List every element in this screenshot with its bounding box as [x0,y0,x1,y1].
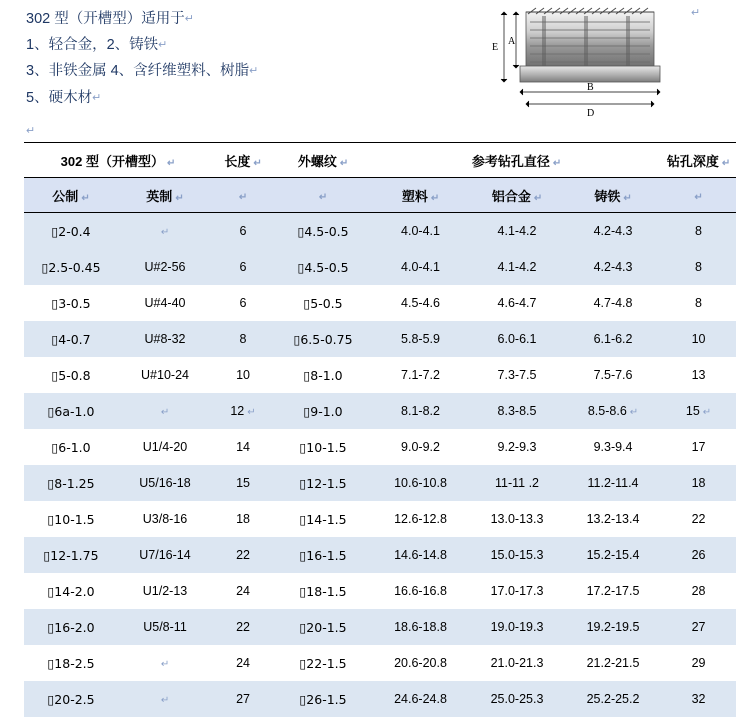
cell-external-thread: ▯14-1.5 [274,501,372,537]
cell-metric: ▯3-0.5 [24,285,118,321]
cell-length: 12 ↵ [212,393,274,429]
cell-cast-iron: 15.2-15.4 [565,537,661,573]
heading-line-2 [26,32,486,58]
paragraph-mark-icon: ↵ [253,158,261,169]
paragraph-mark-icon: ↵ [161,407,169,418]
paragraph-mark-icon: ↵ [340,158,348,169]
cell-cast-iron: 11.2-11.4 [565,465,661,501]
header-external-thread-sub [274,178,372,213]
svg-text:D: D [587,108,594,119]
threaded-insert-diagram [484,0,699,120]
cell-imperial [118,213,212,250]
cell-metric: ▯6a-1.0 [24,393,118,429]
cell-metric: ▯20-2.5 [24,681,118,717]
cell-plastic: 9.0-9.2 [372,429,469,465]
cell-plastic: 12.6-12.8 [372,501,469,537]
paragraph-mark-icon: ↵ [247,407,255,418]
svg-text:E: E [492,42,498,53]
cell-aluminum: 15.0-15.3 [469,537,565,573]
header-type: 302 型（开槽型） ↵ [24,143,212,178]
cell-aluminum: 21.0-21.3 [469,645,565,681]
cell-aluminum: 4.1-4.2 [469,213,565,250]
cell-imperial: U1/4-20 [118,429,212,465]
spec-table [24,142,736,717]
cell-external-thread: ▯16-1.5 [274,537,372,573]
cell-cast-iron: 19.2-19.5 [565,609,661,645]
cell-plastic: 10.6-10.8 [372,465,469,501]
cell-drill-depth: 26 [661,537,736,573]
header-cast-iron: 铸铁 ↵ [565,178,661,213]
paragraph-mark-icon: ↵ [534,193,542,204]
cell-external-thread: ▯9-1.0 [274,393,372,429]
cell-plastic: 4.5-4.6 [372,285,469,321]
cell-length: 15 [212,465,274,501]
cell-metric: ▯4-0.7 [24,321,118,357]
paragraph-mark-icon: ↵ [691,6,700,19]
cell-drill-depth: 27 [661,609,736,645]
cell-cast-iron: 4.2-4.3 [565,213,661,250]
cell-imperial: U#8-32 [118,321,212,357]
heading-text-1: 302 型（开槽型）适用于 [26,11,185,27]
cell-cast-iron: 25.2-25.2 [565,681,661,717]
cell-external-thread: ▯12-1.5 [274,465,372,501]
cell-plastic: 7.1-7.2 [372,357,469,393]
cell-imperial: U#2-56 [118,249,212,285]
cell-aluminum: 13.0-13.3 [469,501,565,537]
cell-external-thread: ▯10-1.5 [274,429,372,465]
table-row [24,681,736,717]
cell-drill-depth: 17 [661,429,736,465]
cell-length: 6 [212,285,274,321]
heading-block [26,6,486,111]
cell-external-thread: ▯20-1.5 [274,609,372,645]
paragraph-mark-icon: ↵ [158,39,167,51]
cell-external-thread: ▯6.5-0.75 [274,321,372,357]
cell-cast-iron: 4.2-4.3 [565,249,661,285]
cell-cast-iron: 4.7-4.8 [565,285,661,321]
cell-imperial [118,645,212,681]
cell-cast-iron: 13.2-13.4 [565,501,661,537]
cell-drill-depth: 28 [661,573,736,609]
cell-drill-depth: 32 [661,681,736,717]
cell-drill-depth: 10 [661,321,736,357]
cell-length: 6 [212,213,274,250]
svg-text:A: A [508,36,516,47]
cell-aluminum: 8.3-8.5 [469,393,565,429]
cell-external-thread: ▯5-0.5 [274,285,372,321]
paragraph-mark-icon: ↵ [161,695,169,706]
cell-metric: ▯16-2.0 [24,609,118,645]
cell-aluminum: 25.0-25.3 [469,681,565,717]
cell-drill-depth: 15 ↵ [661,393,736,429]
cell-drill-depth: 8 [661,285,736,321]
table-row [24,501,736,537]
table-row [24,249,736,285]
cell-length: 22 [212,537,274,573]
cell-external-thread: ▯22-1.5 [274,645,372,681]
paragraph-mark-icon: ↵ [81,193,89,204]
cell-drill-depth: 22 [661,501,736,537]
cell-imperial [118,681,212,717]
cell-external-thread: ▯26-1.5 [274,681,372,717]
cell-metric: ▯2.5-0.45 [24,249,118,285]
cell-imperial: U3/8-16 [118,501,212,537]
cell-metric: ▯12-1.75 [24,537,118,573]
cell-aluminum: 11-11 .2 [469,465,565,501]
cell-external-thread: ▯4.5-0.5 [274,249,372,285]
insert-drawing-icon [484,0,699,120]
table-row [24,537,736,573]
paragraph-mark-icon: ↵ [703,407,711,418]
heading-text-2: 1、轻合金，2、铸铁 [26,37,158,53]
cell-metric: ▯18-2.5 [24,645,118,681]
cell-aluminum: 4.1-4.2 [469,249,565,285]
heading-line-4 [26,85,486,111]
cell-metric: ▯8-1.25 [24,465,118,501]
table-header-row-sub [24,178,736,213]
cell-length: 18 [212,501,274,537]
paragraph-mark-icon: ↵ [722,158,730,169]
cell-external-thread: ▯8-1.0 [274,357,372,393]
cell-length: 24 [212,645,274,681]
header-imperial: 英制 ↵ [118,178,212,213]
cell-drill-depth: 29 [661,645,736,681]
cell-external-thread: ▯18-1.5 [274,573,372,609]
cell-imperial: U#4-40 [118,285,212,321]
header-reference-drill-diameter: 参考钻孔直径 ↵ [372,143,661,178]
cell-plastic: 4.0-4.1 [372,213,469,250]
table-row [24,393,736,429]
cell-external-thread: ▯4.5-0.5 [274,213,372,250]
cell-length: 24 [212,573,274,609]
table-row [24,645,736,681]
cell-plastic: 5.8-5.9 [372,321,469,357]
cell-cast-iron: 7.5-7.6 [565,357,661,393]
cell-metric: ▯5-0.8 [24,357,118,393]
cell-drill-depth: 8 [661,213,736,250]
heading-line-3 [26,58,486,84]
svg-text:B: B [587,82,594,93]
cell-metric: ▯2-0.4 [24,213,118,250]
spec-table-wrapper [24,142,696,717]
paragraph-mark-icon: ↵ [239,192,247,203]
cell-metric: ▯14-2.0 [24,573,118,609]
cell-cast-iron: 21.2-21.5 [565,645,661,681]
table-row [24,429,736,465]
header-length-sub [212,178,274,213]
cell-metric: ▯10-1.5 [24,501,118,537]
heading-text-3: 3、非铁金属 4、含纤维塑料、树脂 [26,63,249,79]
cell-cast-iron: 8.5-8.6 ↵ [565,393,661,429]
header-plastic: 塑料 ↵ [372,178,469,213]
cell-cast-iron: 6.1-6.2 [565,321,661,357]
cell-plastic: 24.6-24.8 [372,681,469,717]
cell-length: 22 [212,609,274,645]
cell-imperial: U#10-24 [118,357,212,393]
cell-plastic: 18.6-18.8 [372,609,469,645]
paragraph-mark-icon: ↵ [161,659,169,670]
paragraph-mark-icon: ↵ [431,193,439,204]
heading-text-4: 5、硬木材 [26,90,92,106]
cell-aluminum: 7.3-7.5 [469,357,565,393]
paragraph-mark-icon: ↵ [92,92,101,104]
table-row [24,609,736,645]
cell-plastic: 14.6-14.8 [372,537,469,573]
cell-length: 6 [212,249,274,285]
paragraph-mark-icon: ↵ [630,407,638,418]
cell-aluminum: 4.6-4.7 [469,285,565,321]
paragraph-mark-icon: ↵ [319,192,327,203]
cell-plastic: 8.1-8.2 [372,393,469,429]
cell-aluminum: 6.0-6.1 [469,321,565,357]
paragraph-mark-icon: ↵ [623,193,631,204]
cell-imperial: U7/16-14 [118,537,212,573]
header-external-thread: 外螺纹 ↵ [274,143,372,178]
header-metric: 公制 ↵ [24,178,118,213]
paragraph-mark-icon: ↵ [175,193,183,204]
cell-drill-depth: 8 [661,249,736,285]
cell-plastic: 16.6-16.8 [372,573,469,609]
cell-length: 27 [212,681,274,717]
cell-imperial: U5/16-18 [118,465,212,501]
paragraph-mark-icon: ↵ [185,13,194,25]
cell-aluminum: 17.0-17.3 [469,573,565,609]
paragraph-mark-icon: ↵ [161,227,169,238]
table-row [24,213,736,250]
header-drill-depth-sub [661,178,736,213]
header-aluminum-alloy: 铝合金 ↵ [469,178,565,213]
cell-drill-depth: 13 [661,357,736,393]
cell-imperial: U5/8-11 [118,609,212,645]
cell-aluminum: 9.2-9.3 [469,429,565,465]
table-row [24,321,736,357]
table-row [24,357,736,393]
cell-cast-iron: 9.3-9.4 [565,429,661,465]
paragraph-mark-icon: ↵ [694,192,702,203]
heading-line-1 [26,6,486,32]
table-row [24,465,736,501]
cell-plastic: 20.6-20.8 [372,645,469,681]
table-row [24,285,736,321]
paragraph-mark-icon: ↵ [167,158,175,169]
cell-metric: ▯6-1.0 [24,429,118,465]
paragraph-mark-icon: ↵ [249,66,258,78]
table-body [24,213,736,717]
table-row [24,573,736,609]
cell-plastic: 4.0-4.1 [372,249,469,285]
table-header-row-top [24,143,736,178]
cell-length: 14 [212,429,274,465]
paragraph-mark-icon: ↵ [553,158,561,169]
header-drill-depth: 钻孔深度 ↵ [661,143,736,178]
cell-imperial: U1/2-13 [118,573,212,609]
paragraph-mark-icon: ↵ [26,124,35,137]
cell-aluminum: 19.0-19.3 [469,609,565,645]
cell-drill-depth: 18 [661,465,736,501]
cell-cast-iron: 17.2-17.5 [565,573,661,609]
cell-length: 8 [212,321,274,357]
cell-imperial [118,393,212,429]
cell-length: 10 [212,357,274,393]
header-length: 长度 ↵ [212,143,274,178]
